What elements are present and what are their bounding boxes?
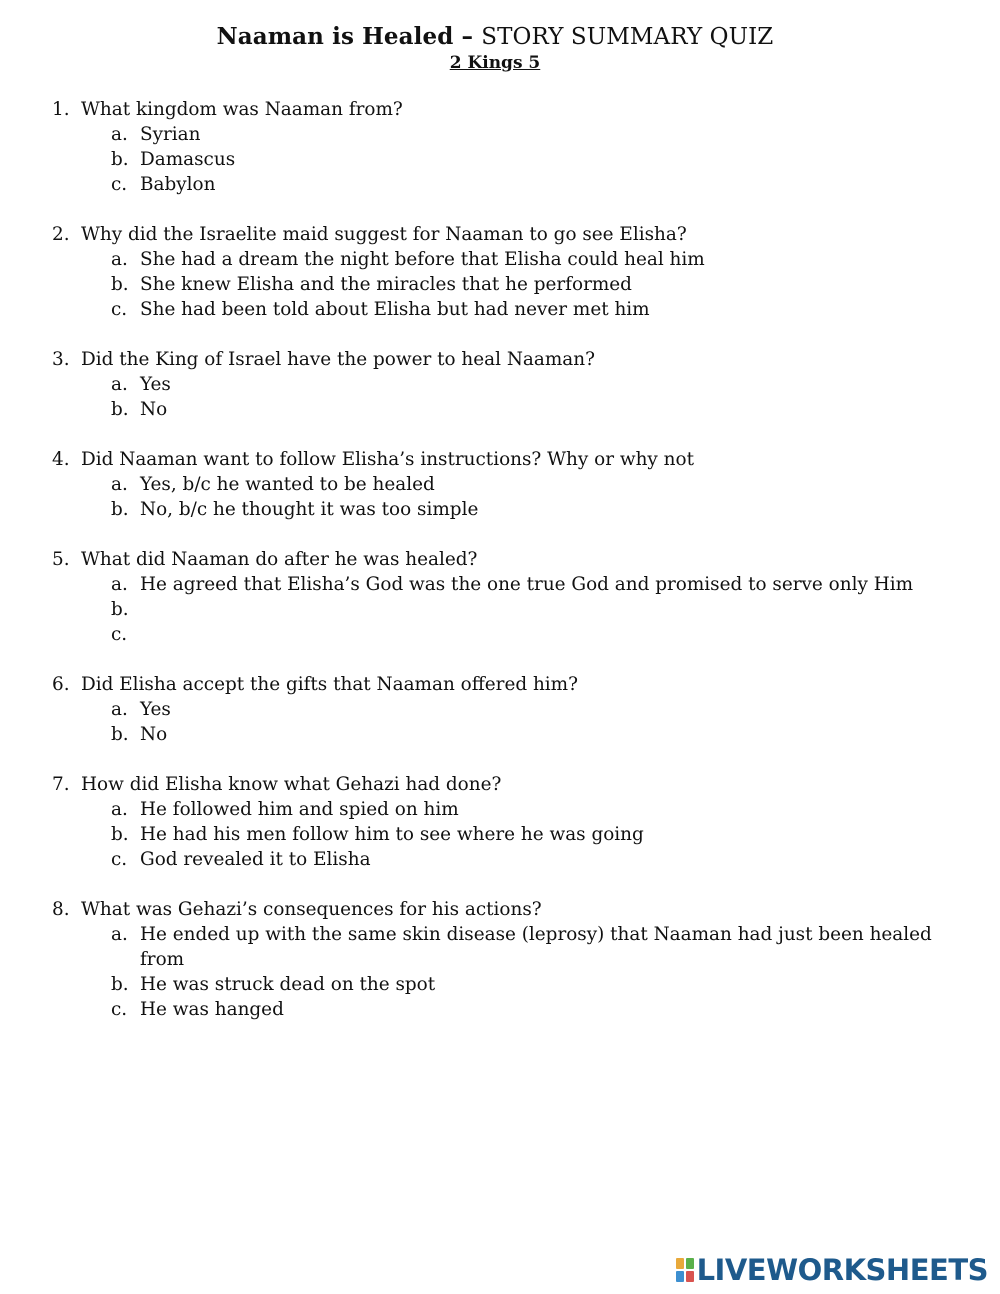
title-part-1: Naaman is Healed – xyxy=(216,23,482,50)
option-text: Babylon xyxy=(140,174,216,195)
question-row xyxy=(52,347,972,372)
option-letter: c. xyxy=(111,849,128,870)
answer-option xyxy=(111,372,972,397)
option-text: No, b/c he thought it was too simple xyxy=(140,499,479,520)
answer-option xyxy=(111,297,972,322)
option-text: He agreed that Elisha’s God was the one true God and promised to serve only Him xyxy=(140,574,914,595)
question-number: 5. xyxy=(52,549,70,570)
option-letter: b. xyxy=(111,824,129,845)
question-number: 8. xyxy=(52,899,70,920)
liveworksheets-logo-text: LIVEWORKSHEETS xyxy=(696,1253,988,1287)
answer-options xyxy=(111,697,972,747)
answer-option xyxy=(111,172,972,197)
option-text: He was hanged xyxy=(140,999,284,1020)
liveworksheets-logo xyxy=(675,1255,988,1285)
option-letter: b. xyxy=(111,724,129,745)
answer-option xyxy=(111,497,972,522)
answer-option xyxy=(111,147,972,172)
answer-option xyxy=(111,397,972,422)
answer-option xyxy=(111,847,972,872)
option-text: She knew Elisha and the miracles that he performed xyxy=(140,274,632,295)
option-text: She had a dream the night before that Elisha could heal him xyxy=(140,249,705,270)
option-letter: a. xyxy=(111,124,128,145)
option-text: Yes, b/c he wanted to be healed xyxy=(140,474,435,495)
question-number: 6. xyxy=(52,674,70,695)
answer-option xyxy=(111,247,972,272)
option-text xyxy=(140,622,972,647)
answer-options xyxy=(111,472,972,522)
question-2 xyxy=(52,222,972,322)
answer-option xyxy=(111,997,972,1022)
question-number: 3. xyxy=(52,349,70,370)
question-text: Did Naaman want to follow Elisha’s instructions? Why or why not xyxy=(81,449,694,470)
question-row xyxy=(52,897,972,922)
option-text: He had his men follow him to see where he was going xyxy=(140,824,644,845)
option-letter: b. xyxy=(111,599,129,620)
question-7 xyxy=(52,772,972,872)
option-text: He was struck dead on the spot xyxy=(140,974,436,995)
title-part-2: STORY SUMMARY QUIZ xyxy=(481,24,774,50)
option-letter: b. xyxy=(111,274,129,295)
option-text: He followed him and spied on him xyxy=(140,799,459,820)
question-1 xyxy=(52,97,972,197)
question-6 xyxy=(52,672,972,747)
option-letter: c. xyxy=(111,999,128,1020)
option-letter: a. xyxy=(111,924,128,945)
answer-option xyxy=(111,922,972,972)
answer-options xyxy=(111,122,972,197)
option-text: No xyxy=(140,399,168,420)
answer-option xyxy=(111,272,972,297)
question-text: Did the King of Israel have the power to heal Naaman? xyxy=(81,349,595,370)
page-title xyxy=(0,22,990,52)
option-letter: a. xyxy=(111,374,128,395)
option-letter: a. xyxy=(111,249,128,270)
option-text: She had been told about Elisha but had never met him xyxy=(140,299,650,320)
question-row xyxy=(52,672,972,697)
answer-options xyxy=(111,372,972,422)
answer-option xyxy=(111,972,972,997)
option-letter: b. xyxy=(111,149,129,170)
answer-options xyxy=(111,797,972,872)
option-letter: b. xyxy=(111,399,129,420)
answer-options xyxy=(111,572,972,647)
option-text: Yes xyxy=(140,699,171,720)
option-letter: c. xyxy=(111,299,128,320)
answer-option xyxy=(111,797,972,822)
option-letter: b. xyxy=(111,974,129,995)
question-row xyxy=(52,222,972,247)
option-text: Yes xyxy=(140,374,171,395)
answer-option xyxy=(111,697,972,722)
question-row xyxy=(52,97,972,122)
question-number: 1. xyxy=(52,99,70,120)
answer-option xyxy=(111,597,972,622)
header xyxy=(0,22,990,74)
question-text: Why did the Israelite maid suggest for Naaman to go see Elisha? xyxy=(81,224,687,245)
option-letter: a. xyxy=(111,474,128,495)
question-3 xyxy=(52,347,972,422)
quiz-list xyxy=(52,97,972,1047)
answer-options xyxy=(111,247,972,322)
option-text: God revealed it to Elisha xyxy=(140,849,371,870)
option-text: No xyxy=(140,724,168,745)
answer-options xyxy=(111,922,972,1022)
question-row xyxy=(52,447,972,472)
option-letter: c. xyxy=(111,624,128,645)
option-text: He ended up with the same skin disease (leprosy) that Naaman had just been healed from xyxy=(140,924,932,970)
question-row xyxy=(52,547,972,572)
question-number: 2. xyxy=(52,224,70,245)
option-letter: a. xyxy=(111,699,128,720)
liveworksheets-logo-icon xyxy=(675,1257,695,1283)
answer-option xyxy=(111,622,972,647)
question-5 xyxy=(52,547,972,647)
option-text: Damascus xyxy=(140,149,236,170)
option-letter: a. xyxy=(111,574,128,595)
question-8 xyxy=(52,897,972,1022)
question-text: How did Elisha know what Gehazi had done? xyxy=(81,774,502,795)
option-text xyxy=(140,597,972,622)
question-number: 4. xyxy=(52,449,70,470)
question-number: 7. xyxy=(52,774,70,795)
option-letter: b. xyxy=(111,499,129,520)
question-row xyxy=(52,772,972,797)
option-letter: c. xyxy=(111,174,128,195)
answer-option xyxy=(111,572,972,597)
option-letter: a. xyxy=(111,799,128,820)
answer-option xyxy=(111,722,972,747)
question-text: Did Elisha accept the gifts that Naaman offered him? xyxy=(81,674,578,695)
question-text: What was Gehazi’s consequences for his actions? xyxy=(81,899,542,920)
question-text: What did Naaman do after he was healed? xyxy=(81,549,478,570)
question-4 xyxy=(52,447,972,522)
page-subtitle: 2 Kings 5 xyxy=(449,53,541,73)
answer-option xyxy=(111,822,972,847)
question-text: What kingdom was Naaman from? xyxy=(81,99,403,120)
option-text: Syrian xyxy=(140,124,201,145)
answer-option xyxy=(111,472,972,497)
answer-option xyxy=(111,122,972,147)
